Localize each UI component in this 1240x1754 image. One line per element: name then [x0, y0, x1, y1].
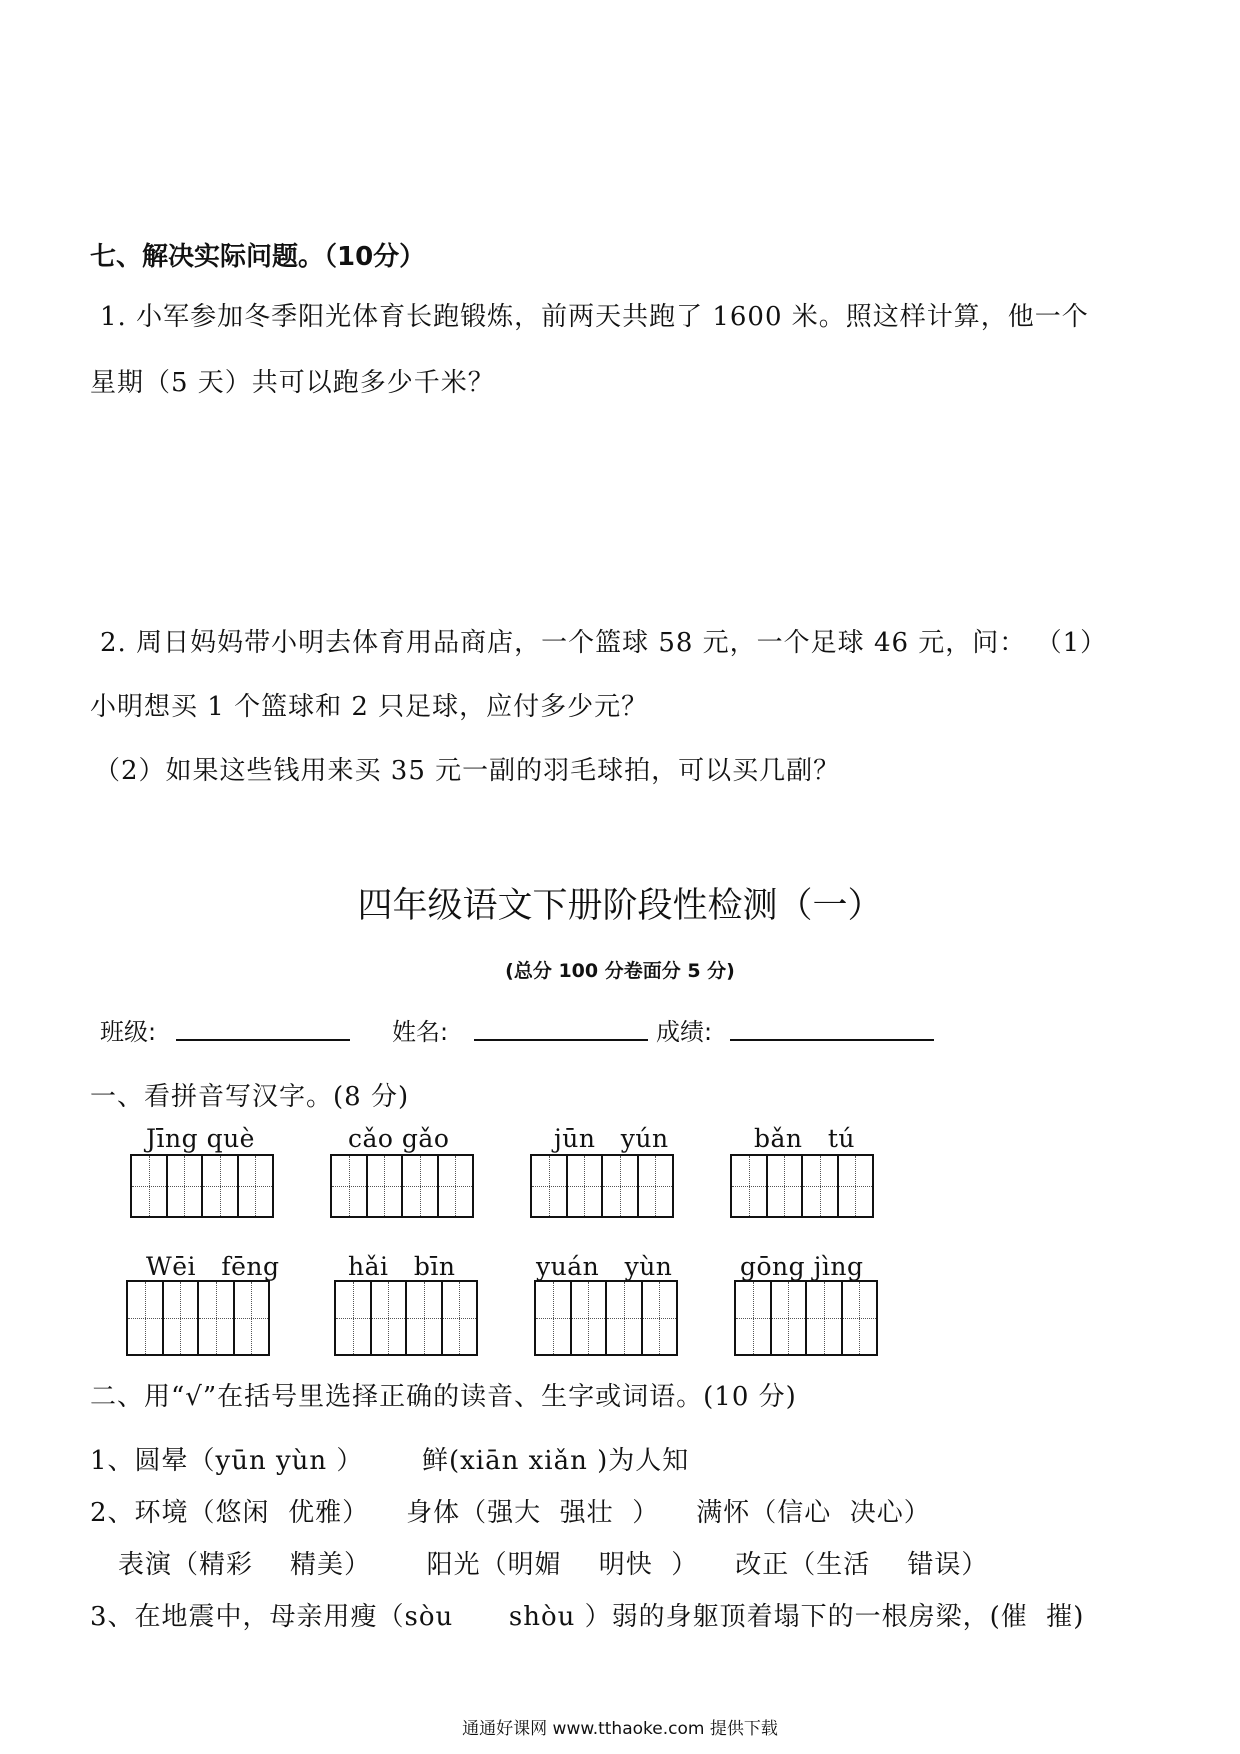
pinyin-label: gōng jìng [740, 1252, 864, 1281]
writing-grid[interactable] [534, 1280, 678, 1356]
exam-title: 四年级语文下册阶段性检测（一） [357, 886, 883, 926]
question-2-line-3: （2）如果这些钱用来买 35 元一副的羽毛球拍，可以买几副？ [94, 756, 841, 786]
writing-grid[interactable] [730, 1154, 874, 1218]
footer-text: 通通好课网 www.tthaoke.com 提供下载 [462, 1719, 778, 1739]
section2-line-2: 2、环境（悠闲 优雅） 身体（强大 强壮 ） 满怀（信心 决心） [90, 1498, 931, 1528]
section1-heading: 一、看拼音写汉字。(8 分) [90, 1082, 410, 1112]
writing-grid[interactable] [734, 1280, 878, 1356]
section2-line-1b: 鲜(xiān xiǎn )为人知 [422, 1446, 690, 1476]
pinyin-label: cǎo gǎo [348, 1124, 450, 1153]
pinyin-label: Jīng què [146, 1124, 255, 1153]
exam-subtitle: (总分 100 分卷面分 5 分) [505, 960, 735, 982]
class-label: 班级: [100, 1018, 157, 1046]
section2-heading: 二、用“√”在括号里选择正确的读音、生字或词语。(10 分) [90, 1382, 797, 1412]
pinyin-label: yuán yùn [536, 1252, 673, 1281]
question-1-line-2: 星期（5 天）共可以跑多少千米？ [90, 368, 495, 398]
writing-grid[interactable] [330, 1154, 474, 1218]
name-blank[interactable] [474, 1039, 648, 1041]
writing-grid[interactable] [334, 1280, 478, 1356]
section2-line-3: 表演（精彩 精美） 阳光（明媚 明快 ） 改正（生活 错误） [118, 1550, 989, 1580]
pinyin-label: Wēi fēng [146, 1252, 280, 1281]
question-1-line-1: 1. 小军参加冬季阳光体育长跑锻炼，前两天共跑了 1600 米。照这样计算，他一个 [100, 302, 1089, 332]
section7-heading: 七、解决实际问题。（10分） [90, 242, 426, 272]
question-2-line-2: 小明想买 1 个篮球和 2 只足球，应付多少元？ [90, 692, 649, 722]
name-label: 姓名: [392, 1018, 449, 1046]
question-2-line-1: 2. 周日妈妈带小明去体育用品商店，一个篮球 58 元，一个足球 46 元，问： （1） [100, 628, 1108, 658]
score-blank[interactable] [730, 1039, 934, 1041]
pinyin-label: hǎi bīn [348, 1252, 456, 1281]
class-blank[interactable] [176, 1039, 350, 1041]
section2-line-4: 3、在地震中，母亲用瘦（sòu shòu ）弱的身躯顶着塌下的一根房梁，(催 摧) [90, 1602, 1085, 1632]
pinyin-label: bǎn tú [754, 1124, 855, 1153]
score-label: 成绩: [656, 1018, 713, 1046]
section2-line-1a: 1、圆晕（yūn yùn ） [90, 1446, 364, 1476]
pinyin-label: jūn yún [554, 1124, 669, 1153]
writing-grid[interactable] [130, 1154, 274, 1218]
writing-grid[interactable] [126, 1280, 270, 1356]
writing-grid[interactable] [530, 1154, 674, 1218]
